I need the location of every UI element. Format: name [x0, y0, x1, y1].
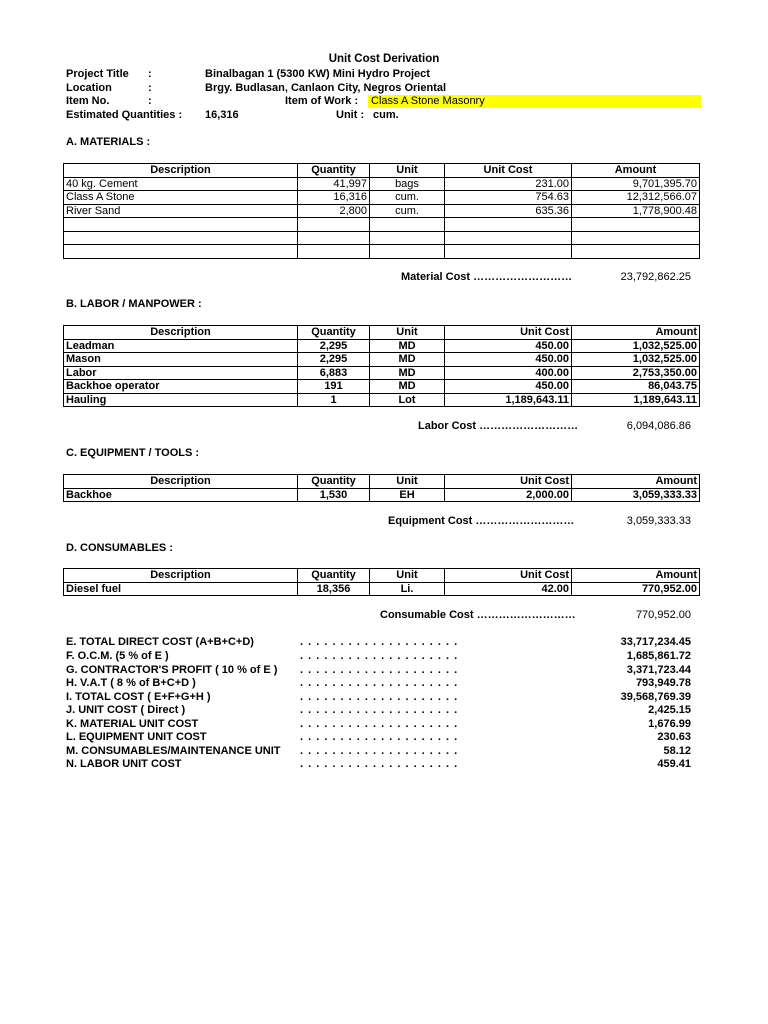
table-header-row — [64, 569, 700, 583]
summary-value: 33,717,234.45 — [620, 636, 691, 648]
col-quantity: Quantity — [298, 475, 370, 489]
cell-description: Leadman — [64, 339, 298, 353]
col-unit: Unit — [370, 164, 445, 178]
consumables-heading: D. CONSUMABLES : — [66, 542, 173, 554]
cell-quantity: 2,800 — [298, 204, 370, 218]
summary-label: F. O.C.M. (5 % of E ) — [66, 650, 169, 662]
cell-amount: 3,059,333.33 — [572, 488, 700, 502]
cell-unit-cost: 42.00 — [445, 582, 572, 596]
summary-label: J. UNIT COST ( Direct ) — [66, 704, 186, 716]
cell-quantity: 2,295 — [298, 339, 370, 353]
col-amount: Amount — [572, 475, 700, 489]
project-title-label: Project Title — [66, 68, 129, 80]
col-unit-cost: Unit Cost — [445, 569, 572, 583]
col-unit: Unit — [370, 475, 445, 489]
summary-dots: . . . . . . . . . . . . . . . . . . . . — [300, 704, 459, 716]
cell-description: Class A Stone — [64, 191, 298, 205]
page-title: Unit Cost Derivation — [328, 53, 440, 65]
col-unit-cost: Unit Cost — [445, 326, 572, 340]
table-row — [64, 353, 700, 367]
cell-amount: 1,032,525.00 — [572, 339, 700, 353]
cell-description: River Sand — [64, 204, 298, 218]
unit-value: cum. — [373, 109, 399, 121]
summary-dots: . . . . . . . . . . . . . . . . . . . . — [300, 650, 459, 662]
cell-amount: 2,753,350.00 — [572, 366, 700, 380]
table-row — [64, 582, 700, 596]
cell-amount: 770,952.00 — [572, 582, 700, 596]
cell-description: Diesel fuel — [64, 582, 298, 596]
labor-table — [63, 325, 700, 407]
cell-unit-cost: 635.36 — [445, 204, 572, 218]
col-unit-cost: Unit Cost — [445, 475, 572, 489]
col-description: Description — [64, 164, 298, 178]
col-description: Description — [64, 475, 298, 489]
col-amount: Amount — [572, 569, 700, 583]
materials-table — [63, 163, 700, 259]
summary-dots: . . . . . . . . . . . . . . . . . . . . — [300, 636, 459, 648]
cell-unit-cost: 231.00 — [445, 177, 572, 191]
summary-label: G. CONTRACTOR'S PROFIT ( 10 % of E ) — [66, 664, 278, 676]
col-quantity: Quantity — [298, 164, 370, 178]
project-title-value: Binalbagan 1 (5300 KW) Mini Hydro Project — [205, 68, 430, 80]
cell-quantity: 41,997 — [298, 177, 370, 191]
summary-value: 39,568,769.39 — [620, 691, 691, 703]
col-unit-cost: Unit Cost — [445, 164, 572, 178]
col-description: Description — [64, 569, 298, 583]
summary-dots: . . . . . . . . . . . . . . . . . . . . — [300, 677, 459, 689]
cell-unit: bags — [370, 177, 445, 191]
labor-cost-label: Labor Cost ……………………… — [418, 420, 579, 432]
summary-label: H. V.A.T ( 8 % of B+C+D ) — [66, 677, 196, 689]
material-cost-value: 23,792,862.25 — [620, 271, 691, 283]
cell-unit: MD — [370, 366, 445, 380]
colon: : — [148, 68, 152, 80]
summary-label: I. TOTAL COST ( E+F+G+H ) — [66, 691, 211, 703]
summary-value: 3,371,723.44 — [626, 664, 691, 676]
summary-dots: . . . . . . . . . . . . . . . . . . . . — [300, 718, 459, 730]
summary-value: 793,949.78 — [635, 677, 691, 689]
equipment-heading: C. EQUIPMENT / TOOLS : — [66, 447, 200, 459]
cell-unit: MD — [370, 353, 445, 367]
cell-unit-cost: 400.00 — [445, 366, 572, 380]
cell-quantity: 1,530 — [298, 488, 370, 502]
col-unit: Unit — [370, 326, 445, 340]
material-cost-label: Material Cost ……………………… — [401, 271, 573, 283]
cell-description: 40 kg. Cement — [64, 177, 298, 191]
table-header-row — [64, 475, 700, 489]
summary-label: L. EQUIPMENT UNIT COST — [66, 731, 207, 743]
summary-dots: . . . . . . . . . . . . . . . . . . . . — [300, 758, 459, 770]
cell-description: Mason — [64, 353, 298, 367]
cell-amount: 1,778,900.48 — [572, 204, 700, 218]
cell-description: Labor — [64, 366, 298, 380]
cell-quantity: 191 — [298, 380, 370, 394]
col-unit: Unit — [370, 569, 445, 583]
col-description: Description — [64, 326, 298, 340]
summary-value: 459.41 — [657, 758, 691, 770]
summary-dots: . . . . . . . . . . . . . . . . . . . . — [300, 731, 459, 743]
summary-dots: . . . . . . . . . . . . . . . . . . . . — [300, 745, 459, 757]
estimated-quantities-label: Estimated Quantities : — [66, 109, 183, 121]
cell-description: Backhoe — [64, 488, 298, 502]
cell-unit: Lot — [370, 393, 445, 407]
col-amount: Amount — [572, 326, 700, 340]
cell-description: Hauling — [64, 393, 298, 407]
col-amount: Amount — [572, 164, 700, 178]
colon: : — [148, 95, 152, 107]
cell-quantity: 16,316 — [298, 191, 370, 205]
table-row — [64, 393, 700, 407]
item-of-work-label: Item of Work : — [285, 95, 359, 107]
cell-unit-cost: 1,189,643.11 — [445, 393, 572, 407]
cell-amount: 9,701,395.70 — [572, 177, 700, 191]
summary-label: K. MATERIAL UNIT COST — [66, 718, 199, 730]
empty-row — [64, 218, 700, 232]
col-quantity: Quantity — [298, 326, 370, 340]
cell-description: Backhoe operator — [64, 380, 298, 394]
summary-value: 1,676.99 — [648, 718, 691, 730]
consumable-cost-value: 770,952.00 — [635, 609, 691, 621]
cell-amount: 12,312,566.07 — [572, 191, 700, 205]
table-row — [64, 488, 700, 502]
cell-unit-cost: 450.00 — [445, 380, 572, 394]
cell-amount: 86,043.75 — [572, 380, 700, 394]
table-row — [64, 380, 700, 394]
cell-unit-cost: 754.63 — [445, 191, 572, 205]
cell-amount: 1,032,525.00 — [572, 353, 700, 367]
summary-value: 230.63 — [657, 731, 691, 743]
table-row — [64, 366, 700, 380]
summary-label: E. TOTAL DIRECT COST (A+B+C+D) — [66, 636, 254, 648]
labor-cost-value: 6,094,086.86 — [626, 420, 691, 432]
summary-value: 1,685,861.72 — [626, 650, 691, 662]
equipment-cost-label: Equipment Cost ……………………… — [388, 515, 575, 527]
location-label: Location — [66, 82, 112, 94]
cell-quantity: 1 — [298, 393, 370, 407]
summary-label: N. LABOR UNIT COST — [66, 758, 182, 770]
empty-row — [64, 245, 700, 259]
summary-value: 58.12 — [663, 745, 691, 757]
item-of-work-value: Class A Stone Masonry — [368, 95, 701, 108]
table-row — [64, 204, 700, 218]
summary-label: M. CONSUMABLES/MAINTENANCE UNIT — [66, 745, 281, 757]
location-value: Brgy. Budlasan, Canlaon City, Negros Oriental — [205, 82, 447, 94]
summary-dots: . . . . . . . . . . . . . . . . . . . . — [300, 664, 459, 676]
cell-unit-cost: 450.00 — [445, 339, 572, 353]
table-row — [64, 177, 700, 191]
empty-row — [64, 231, 700, 245]
cell-unit: MD — [370, 339, 445, 353]
table-header-row — [64, 164, 700, 178]
labor-heading: B. LABOR / MANPOWER : — [66, 298, 202, 310]
cell-unit-cost: 450.00 — [445, 353, 572, 367]
equipment-cost-value: 3,059,333.33 — [626, 515, 691, 527]
equipment-table — [63, 474, 700, 502]
cell-unit: MD — [370, 380, 445, 394]
table-header-row — [64, 326, 700, 340]
cell-unit: Li. — [370, 582, 445, 596]
cell-quantity: 6,883 — [298, 366, 370, 380]
item-no-label: Item No. — [66, 95, 110, 107]
table-row — [64, 339, 700, 353]
estimated-quantities-value: 16,316 — [205, 109, 239, 121]
table-row — [64, 191, 700, 205]
cell-quantity: 18,356 — [298, 582, 370, 596]
materials-heading: A. MATERIALS : — [66, 136, 151, 148]
unit-label: Unit : — [336, 109, 365, 121]
consumable-cost-label: Consumable Cost ……………………… — [380, 609, 576, 621]
cell-unit: cum. — [370, 204, 445, 218]
cell-unit: cum. — [370, 191, 445, 205]
summary-dots: . . . . . . . . . . . . . . . . . . . . — [300, 691, 459, 703]
cell-amount: 1,189,643.11 — [572, 393, 700, 407]
cell-quantity: 2,295 — [298, 353, 370, 367]
col-quantity: Quantity — [298, 569, 370, 583]
consumables-table — [63, 568, 700, 596]
colon: : — [148, 82, 152, 94]
summary-value: 2,425.15 — [648, 704, 691, 716]
cell-unit: EH — [370, 488, 445, 502]
cell-unit-cost: 2,000.00 — [445, 488, 572, 502]
